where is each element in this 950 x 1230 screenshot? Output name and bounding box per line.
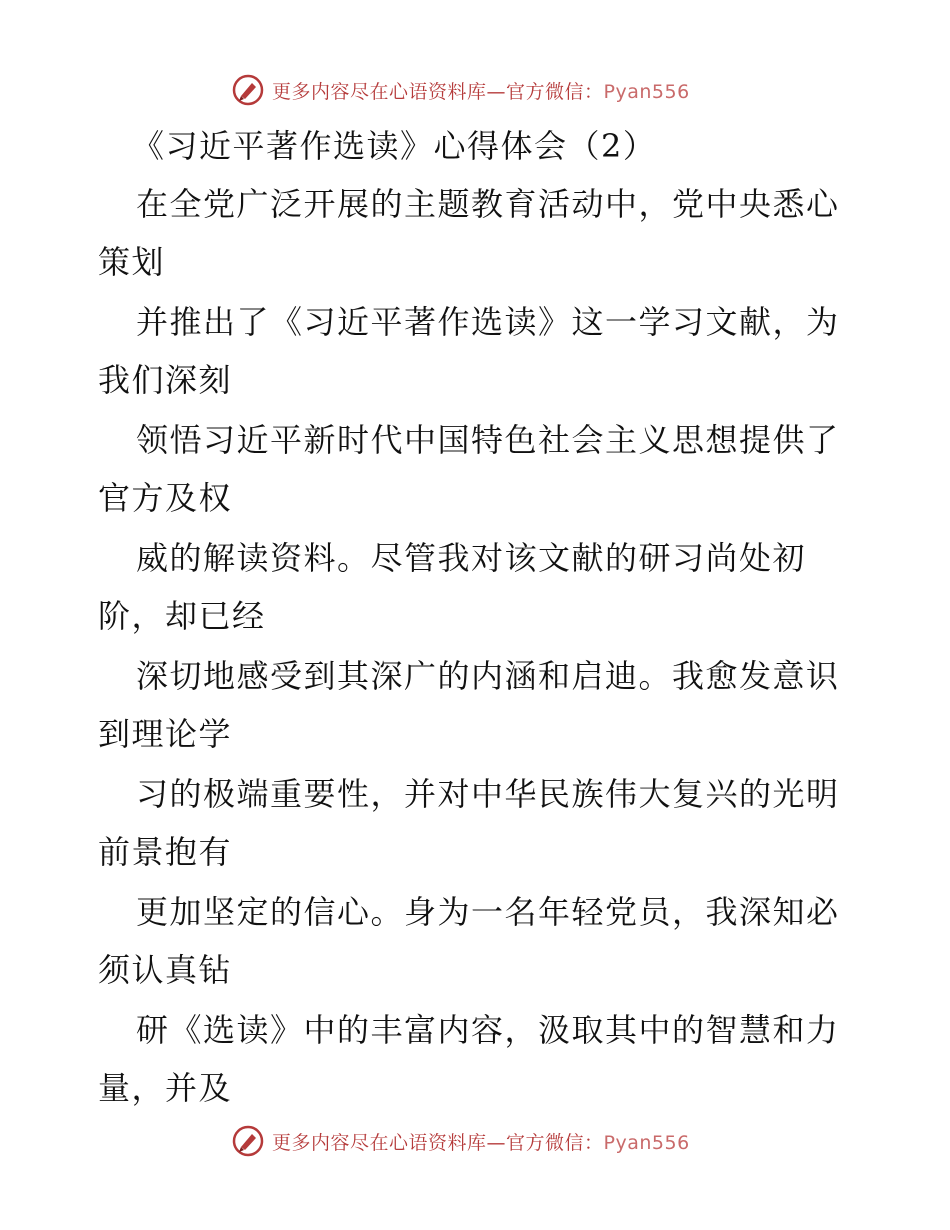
paragraph-line: 领悟习近平新时代中国特色社会主义思想提供了: [136, 421, 840, 459]
banner-text: 更多内容尽在心语资料库—官方微信：Pyan556: [272, 80, 690, 103]
footer-banner: [232, 1124, 690, 1158]
paragraph-line: 在全党广泛开展的主题教育活动中，党中央悉心: [136, 185, 840, 223]
paragraph-line: 官方及权: [98, 479, 233, 517]
paragraph-line: 威的解读资料。尽管我对该文献的研习尚处初: [136, 539, 807, 577]
paragraph-line: 研《选读》中的丰富内容，汲取其中的智慧和力: [136, 1011, 840, 1049]
banner-wechat-id: Pyan556: [603, 1131, 690, 1154]
paragraph-line: 深切地感受到其深广的内涵和启迪。我愈发意识: [136, 657, 840, 695]
paragraph-line: 并推出了《习近平著作选读》这一学习文献，为: [136, 303, 840, 341]
paragraph-line: 更加坚定的信心。身为一名年轻党员，我深知必: [136, 893, 840, 931]
document-title: 《习近平著作选读》心得体会（2）: [132, 127, 657, 165]
paragraph-line: 前景抱有: [98, 833, 233, 871]
paragraph-line: 我们深刻: [98, 361, 233, 399]
banner-wechat-id: Pyan556: [603, 80, 690, 103]
paragraph-line: 到理论学: [98, 715, 233, 753]
paragraph-line: 须认真钻: [98, 951, 233, 989]
pen-logo-icon: [232, 1125, 264, 1157]
pen-logo-icon: [232, 74, 264, 106]
header-banner: [232, 73, 690, 107]
paragraph-line: 量，并及: [98, 1069, 233, 1107]
paragraph-line: 习的极端重要性，并对中华民族伟大复兴的光明: [136, 775, 840, 813]
paragraph-line: 策划: [98, 243, 166, 281]
banner-text: 更多内容尽在心语资料库—官方微信：Pyan556: [272, 1131, 690, 1154]
paragraph-line: 阶，却已经: [98, 597, 266, 635]
